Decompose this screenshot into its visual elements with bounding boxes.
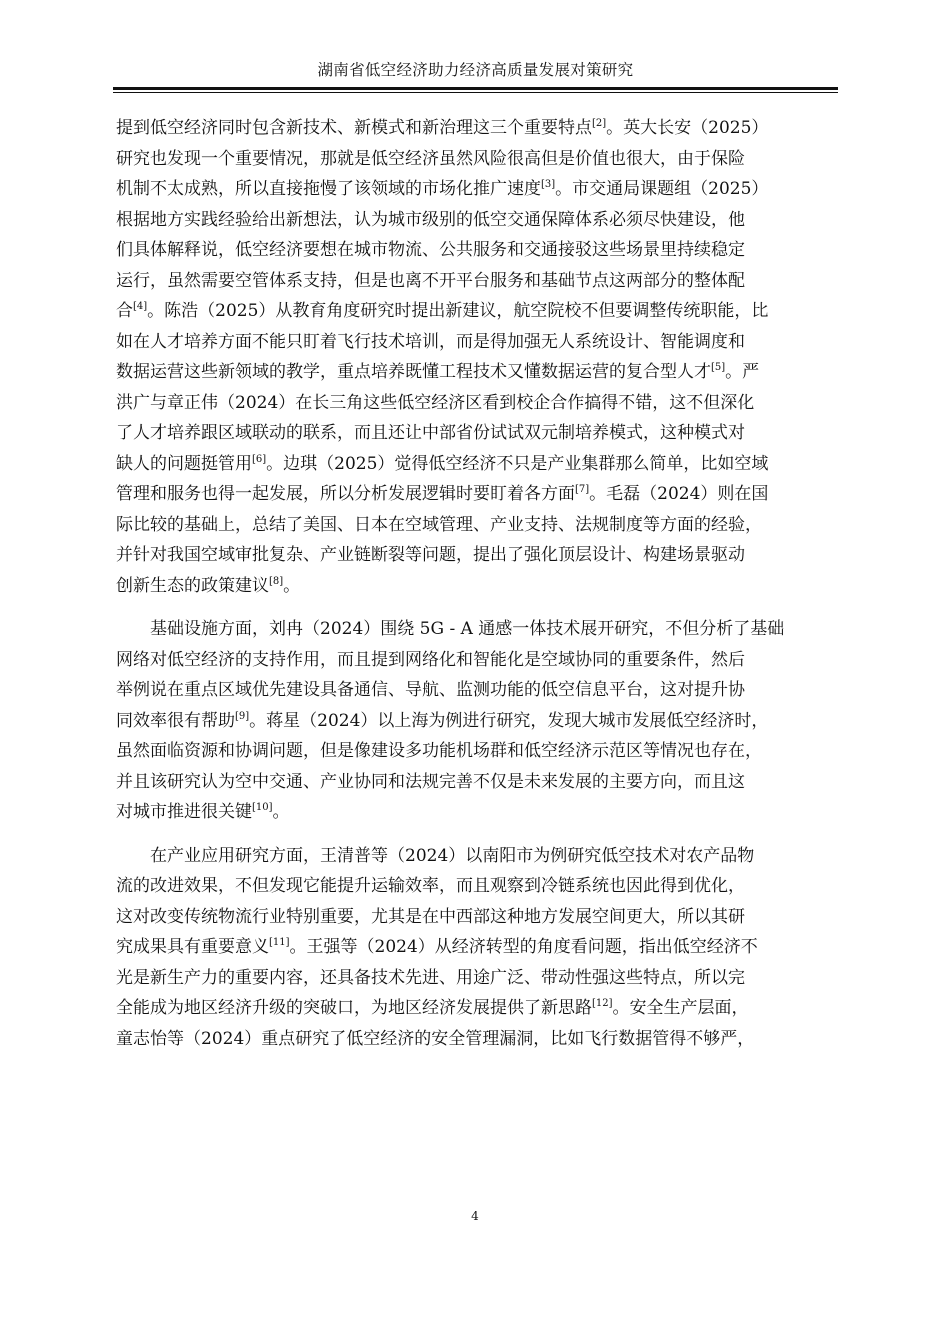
text-segment: 。王强等（2024）从经济转型的角度看问题，指出低空经济不 [289, 937, 758, 957]
text-segment: 并针对我国空域审批复杂、产业链断裂等问题，提出了强化顶层设计、构建场景驱动 [116, 545, 745, 565]
text-segment: 。毛磊（2024）则在国 [589, 484, 769, 504]
text-line [116, 327, 836, 358]
text-segment: 。边琪（2025）觉得低空经济不只是产业集群那么简单，比如空域 [266, 453, 769, 474]
text-segment: 并且该研究认为空中交通、产业协同和法规完善不仅是未来发展的主要方向，而且这 [116, 771, 745, 792]
citation-marker: [3] [541, 179, 556, 190]
text-segment: 。英大长安（2025） [606, 118, 769, 138]
text-line [116, 357, 836, 388]
text-segment: 这对改变传统物流行业特别重要，尤其是在中西部这种地方发展空间更大，所以其研 [116, 906, 745, 927]
citation-marker: [9] [235, 710, 250, 722]
text-line [116, 614, 836, 645]
text-line [116, 266, 836, 297]
text-segment: 流的改进效果，不但发现它能提升运输效率，而且观察到冷链系统也因此得到优化， [116, 876, 745, 896]
text-line [116, 645, 836, 676]
text-segment: 基础设施方面，刘冉（2024）围绕 5G - A 通感一体技术展开研究，不但分析了基础 [116, 619, 785, 639]
text-segment: 。蒋星（2024）以上海为例进行研究，发现大城市发展低空经济时， [249, 710, 769, 731]
paragraph [116, 841, 836, 1055]
text-line [116, 205, 836, 236]
header-rule-thick [113, 87, 838, 90]
text-segment: 。安全生产层面， [612, 998, 749, 1018]
text-segment: 童志怡等（2024）重点研究了低空经济的安全管理漏洞，比如飞行数据管得不够严， [116, 1028, 755, 1049]
page-number: 4 [471, 1209, 479, 1223]
text-segment: 。 [272, 802, 290, 822]
text-segment: 机制不太成熟，所以直接拖慢了该领域的市场化推广速度 [116, 179, 541, 199]
text-segment: 光是新生产力的重要内容，还具备技术先进、用途广泛、带动性强这些特点，所以完 [116, 967, 745, 988]
text-segment: 缺人的问题挺管用 [116, 453, 252, 474]
text-segment: 数据运营这些新领域的教学，重点培养既懂工程技术又懂数据运营的复合型人才 [116, 362, 711, 382]
text-line [116, 871, 836, 902]
text-segment: 在产业应用研究方面，王清普等（2024）以南阳市为例研究低空技术对农产品物 [116, 845, 755, 866]
text-segment: 了人才培养跟区域联动的联系，而且还让中部省份试试双元制培养模式，这种模式对 [116, 423, 745, 443]
citation-marker: [5] [711, 362, 726, 373]
text-line [116, 932, 836, 963]
citation-marker: [12] [592, 998, 613, 1009]
text-line [116, 296, 836, 327]
text-line [116, 388, 836, 419]
text-segment: 全能成为地区经济升级的突破口，为地区经济发展提供了新思路 [116, 998, 592, 1018]
text-line [116, 418, 836, 449]
paragraph [116, 614, 836, 828]
text-segment: 。严 [725, 362, 760, 382]
text-segment: 虽然面临资源和协调问题，但是像建设多功能机场群和低空经济示范区等情况也存在， [116, 741, 762, 761]
text-line [116, 797, 836, 828]
text-line [116, 993, 836, 1024]
text-segment: 管理和服务也得一起发展，所以分析发展逻辑时要盯着各方面 [116, 484, 575, 504]
text-segment: 运行，虽然需要空管体系支持，但是也离不开平台服务和基础节点这两部分的整体配 [116, 270, 745, 291]
running-header: 湖南省低空经济助力经济高质量发展对策研究 [317, 61, 634, 79]
text-segment: 究成果具有重要意义 [116, 937, 269, 957]
text-line [116, 902, 836, 933]
text-segment: 研究也发现一个重要情况，那就是低空经济虽然风险很高但是价值也很大，由于保险 [116, 148, 745, 169]
text-segment: 举例说在重点区域优先建设具备通信、导航、监测功能的低空信息平台，这对提升协 [116, 680, 745, 700]
citation-marker: [6] [252, 453, 267, 465]
text-segment: 。陈浩（2025）从教育角度研究时提出新建议，航空院校不但要调整传统职能，比 [147, 301, 769, 321]
citation-marker: [2] [592, 118, 607, 129]
text-segment: 网络对低空经济的支持作用，而且提到网络化和智能化是空域协同的重要条件，然后 [116, 649, 745, 670]
text-line [116, 510, 836, 541]
text-segment: 。 [283, 575, 301, 596]
text-line [116, 113, 836, 144]
text-line [116, 767, 836, 798]
text-line [116, 449, 836, 480]
text-line [116, 736, 836, 767]
text-segment: 洪广与章正伟（2024）在长三角这些低空经济区看到校企合作搞得不错，这不但深化 [116, 392, 755, 413]
text-segment: 提到低空经济同时包含新技术、新模式和新治理这三个重要特点 [116, 118, 592, 138]
citation-marker: [10] [252, 802, 273, 813]
text-segment: 创新生态的政策建议 [116, 575, 269, 596]
text-line [116, 1024, 836, 1055]
text-line [116, 571, 836, 602]
citation-marker: [4] [133, 301, 148, 312]
text-segment: 际比较的基础上，总结了美国、日本在空域管理、产业支持、法规制度等方面的经验， [116, 514, 762, 535]
text-line [116, 841, 836, 872]
document-body [116, 113, 836, 1054]
text-line [116, 479, 836, 510]
citation-marker: [8] [269, 575, 284, 587]
text-line [116, 675, 836, 706]
text-line [116, 706, 836, 737]
text-segment: 同效率很有帮助 [116, 710, 235, 731]
header-rule-thin [113, 92, 838, 93]
text-line [116, 235, 836, 266]
text-segment: 。市交通局课题组（2025） [555, 179, 769, 199]
text-segment: 如在人才培养方面不能只盯着飞行技术培训，而是得加强无人系统设计、智能调度和 [116, 331, 745, 352]
text-line [116, 540, 836, 571]
text-segment: 合 [116, 301, 133, 321]
text-line [116, 144, 836, 175]
citation-marker: [11] [269, 937, 290, 948]
citation-marker: [7] [575, 484, 590, 495]
text-segment: 对城市推进很关键 [116, 802, 252, 822]
text-segment: 根据地方实践经验给出新想法，认为城市级别的低空交通保障体系必须尽快建设，他 [116, 209, 745, 230]
text-line [116, 174, 836, 205]
text-segment: 们具体解释说，低空经济要想在城市物流、公共服务和交通接驳这些场景里持续稳定 [116, 240, 745, 260]
paragraph [116, 113, 836, 601]
text-line [116, 963, 836, 994]
